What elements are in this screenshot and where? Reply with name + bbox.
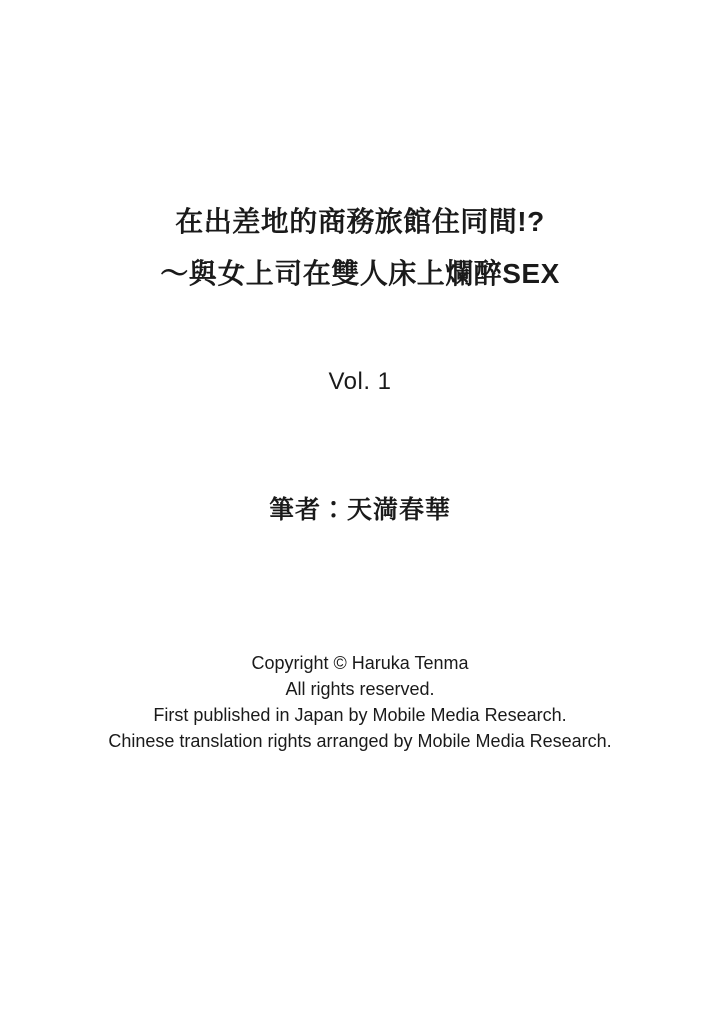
copyright-block bbox=[0, 650, 720, 754]
page-title bbox=[0, 196, 720, 300]
copyright-line-4: Chinese translation rights arranged by Mobile Media Research. bbox=[108, 731, 612, 751]
volume-label: Vol. 1 bbox=[328, 368, 392, 395]
copyright-line-1: Copyright © Haruka Tenma bbox=[251, 653, 469, 673]
copyright-line-3: First published in Japan by Mobile Media Research. bbox=[153, 705, 567, 725]
author-label: 筆者：天満春華 bbox=[268, 496, 451, 524]
title-line-2: ～與女上司在雙人床上爛醉SEX bbox=[160, 258, 560, 289]
copyright-line-2: All rights reserved. bbox=[285, 679, 435, 699]
title-line-1: 在出差地的商務旅館住同間!? bbox=[175, 206, 545, 237]
